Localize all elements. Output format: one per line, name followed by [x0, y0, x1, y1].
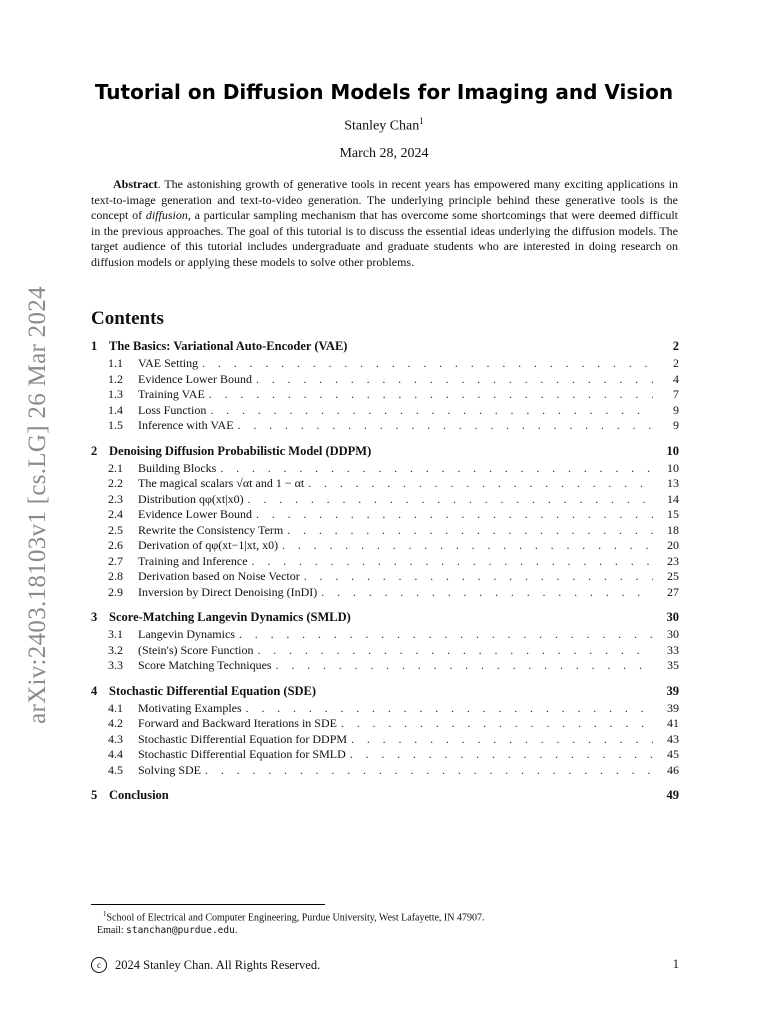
- footnote-affiliation-line: [103, 908, 484, 925]
- toc-subsection-row[interactable]: [91, 569, 679, 585]
- email-link[interactable]: stanchan@purdue.edu: [126, 924, 235, 936]
- toc-subsection-title[interactable]: Derivation based on Noise Vector: [138, 569, 300, 583]
- toc-section-page[interactable]: 39: [666, 683, 679, 698]
- toc-subsection-page[interactable]: 2: [673, 356, 679, 370]
- footnote-affiliation: School of Electrical and Computer Engineering, Purdue University, West Lafayette, IN 47907.: [106, 912, 485, 924]
- toc-leader-dots: [238, 418, 653, 433]
- toc-section-number: 5: [91, 788, 98, 802]
- toc-subsection-page[interactable]: 4: [673, 371, 679, 386]
- toc-subsection-title[interactable]: Langevin Dynamics: [138, 627, 235, 641]
- toc-leader-dots: [321, 585, 653, 600]
- toc-section-number: 4: [91, 683, 98, 698]
- footnote-email-line: [97, 925, 484, 938]
- toc-section-gap: [91, 434, 679, 444]
- toc-subsection-row[interactable]: [91, 701, 679, 717]
- toc-leader-dots: [220, 461, 653, 476]
- toc-subsection-row[interactable]: [91, 372, 679, 388]
- toc-subsection-row[interactable]: [91, 538, 679, 554]
- toc-subsection-title[interactable]: Loss Function: [138, 402, 207, 417]
- copyright-icon: c: [91, 957, 107, 973]
- toc-section-page[interactable]: 49: [666, 788, 679, 802]
- toc-subsection-page[interactable]: 39: [667, 700, 679, 715]
- toc-subsection-number: 2.4: [108, 507, 123, 521]
- toc-subsection-number: 2.6: [108, 538, 123, 552]
- toc-subsection-title[interactable]: Inversion by Direct Denoising (InDI): [138, 584, 318, 599]
- toc-subsection-number: 4.5: [108, 762, 123, 777]
- toc-subsection-page[interactable]: 43: [667, 731, 679, 746]
- toc-leader-dots: [351, 732, 653, 747]
- toc-subsection-row[interactable]: [91, 403, 679, 419]
- contents-heading: Contents: [91, 308, 164, 329]
- toc-subsection-title[interactable]: Distribution qφ(xt|x0): [138, 491, 244, 506]
- toc-subsection-row[interactable]: [91, 554, 679, 570]
- toc-subsection-row[interactable]: [91, 461, 679, 477]
- toc-section-row[interactable]: [91, 610, 679, 627]
- toc-leader-dots: [202, 356, 653, 371]
- toc-subsection-number: 2.1: [108, 460, 123, 475]
- toc-leader-dots: [239, 627, 653, 642]
- toc-subsection-row[interactable]: [91, 716, 679, 732]
- toc-subsection-page[interactable]: 45: [667, 747, 679, 761]
- toc-section-title[interactable]: Denoising Diffusion Probabilistic Model (DDPM): [109, 443, 372, 458]
- toc-subsection-number: 3.2: [108, 642, 123, 657]
- toc-subsection-number: 3.3: [108, 658, 123, 672]
- toc-subsection-title[interactable]: Evidence Lower Bound: [138, 507, 252, 521]
- toc-subsection-number: 1.2: [108, 371, 123, 386]
- toc-subsection-title[interactable]: Forward and Backward Iterations in SDE: [138, 716, 337, 730]
- toc-subsection-page[interactable]: 20: [667, 538, 679, 552]
- email-suffix: .: [234, 924, 238, 936]
- toc-section-row[interactable]: [91, 339, 679, 356]
- toc-subsection-page[interactable]: 15: [667, 507, 679, 521]
- toc-subsection-page[interactable]: 9: [673, 418, 679, 432]
- toc-subsection-title[interactable]: Motivating Examples: [138, 700, 242, 715]
- toc-subsection-title[interactable]: VAE Setting: [138, 356, 199, 370]
- toc-subsection-title[interactable]: Rewrite the Consistency Term: [138, 522, 284, 537]
- toc-subsection-title[interactable]: Score Matching Techniques: [138, 658, 272, 672]
- toc-leader-dots: [248, 492, 653, 507]
- toc-subsection-page[interactable]: 18: [667, 522, 679, 537]
- page-number: 1: [672, 957, 679, 971]
- footer-copyright: [91, 957, 320, 973]
- footnote-marker[interactable]: 1: [419, 116, 424, 126]
- toc-subsection-page[interactable]: 41: [667, 716, 679, 730]
- author-line: [0, 116, 768, 135]
- toc-subsection-title[interactable]: Evidence Lower Bound: [138, 371, 252, 386]
- toc-section-gap: [91, 600, 679, 610]
- toc-subsection-row[interactable]: [91, 732, 679, 748]
- toc-subsection-number: 1.4: [108, 402, 123, 417]
- toc-leader-dots: [308, 476, 653, 491]
- toc-subsection-row[interactable]: [91, 627, 679, 643]
- footnote: [97, 908, 485, 937]
- abstract-emphasis: diffusion: [145, 208, 188, 222]
- toc-subsection-number: 4.2: [108, 716, 123, 730]
- toc-section-number: 3: [91, 610, 98, 624]
- toc-leader-dots: [205, 763, 653, 778]
- abstract-text-after: , a particular sampling mechanism that has overcome some shortcomings that were deemed difficult in the previous approaches. The goal of this tutorial is to discuss the essential ideas underlying the diffusion models. The target audience of this tutorial includes undergraduate and graduate students who are interested in doing research on diffusion models or applying these models to solve other problems.: [91, 208, 678, 269]
- toc-subsection-row[interactable]: [91, 418, 679, 434]
- toc-subsection-title[interactable]: (Stein's) Score Function: [138, 642, 254, 657]
- toc-section-title[interactable]: Score-Matching Langevin Dynamics (SMLD): [109, 610, 351, 624]
- toc-subsection-title[interactable]: Building Blocks: [138, 460, 217, 475]
- toc-section-title[interactable]: Conclusion: [109, 788, 169, 802]
- footnote-number: 1: [103, 910, 107, 918]
- toc-subsection-page[interactable]: 14: [667, 491, 679, 506]
- toc-subsection-row[interactable]: [91, 747, 679, 763]
- toc-subsection-page[interactable]: 9: [673, 402, 679, 417]
- email-label: Email:: [97, 924, 127, 936]
- toc-leader-dots: [350, 747, 653, 762]
- toc-leader-dots: [256, 372, 653, 387]
- toc-subsection-row[interactable]: [91, 476, 679, 492]
- toc-subsection-page[interactable]: 30: [667, 627, 679, 641]
- toc-section-page[interactable]: 10: [666, 443, 679, 458]
- arxiv-id[interactable]: arXiv:2403.18103v1 [cs.LG] 26 Mar 2024: [24, 286, 51, 724]
- toc-subsection-row[interactable]: [91, 763, 679, 779]
- paper-title: Tutorial on Diffusion Models for Imaging and Vision: [94, 80, 674, 104]
- toc-subsection-row[interactable]: [91, 507, 679, 523]
- toc-subsection-page[interactable]: 35: [667, 658, 679, 672]
- copyright-text: 2024 Stanley Chan. All Rights Reserved.: [115, 957, 321, 972]
- toc-subsection-row[interactable]: [91, 585, 679, 601]
- toc-leader-dots: [276, 658, 653, 673]
- toc-leader-dots: [246, 701, 653, 716]
- toc-subsection-number: 2.2: [108, 476, 123, 490]
- toc-leader-dots: [210, 403, 653, 418]
- toc-subsection-number: 1.1: [108, 356, 123, 370]
- toc-section-gap: [91, 674, 679, 684]
- toc-subsection-row[interactable]: [91, 387, 679, 403]
- toc-leader-dots: [209, 387, 653, 402]
- toc-section-number: 1: [91, 339, 98, 353]
- toc-section-row[interactable]: [91, 684, 679, 701]
- toc-subsection-title[interactable]: Training VAE: [138, 387, 205, 401]
- toc-subsection-title[interactable]: Stochastic Differential Equation for SMLD: [138, 747, 346, 761]
- toc-subsection-page[interactable]: 23: [667, 553, 679, 568]
- toc-section-row[interactable]: [91, 444, 679, 461]
- toc-subsection-number: 4.1: [108, 700, 123, 715]
- toc-subsection-title[interactable]: Derivation of qφ(xt−1|xt, x0): [138, 538, 279, 552]
- abstract: [91, 177, 678, 270]
- toc-subsection-number: 2.7: [108, 553, 123, 568]
- toc-subsection-title[interactable]: Solving SDE: [138, 762, 202, 777]
- toc-section-title[interactable]: The Basics: Variational Auto-Encoder (VAE): [109, 339, 348, 353]
- toc-subsection-title[interactable]: The magical scalars √αt and 1 − αt: [138, 476, 305, 490]
- toc-subsection-number: 2.3: [108, 491, 123, 506]
- toc-section-number: 2: [91, 443, 98, 458]
- toc-subsection-page[interactable]: 25: [667, 569, 679, 583]
- toc-subsection-page[interactable]: 10: [667, 460, 679, 475]
- toc-leader-dots: [252, 554, 653, 569]
- toc-subsection-row[interactable]: [91, 492, 679, 508]
- abstract-text-before: . The astonishing growth of generative tools in recent years has empowered many exciting applications in text-to-image generation and text-to-video generation. The underlying principle behind these generative tools is the concept of: [91, 177, 678, 222]
- abstract-label: Abstract: [113, 177, 158, 191]
- toc-subsection-title[interactable]: Inference with VAE: [138, 418, 234, 432]
- toc-subsection-number: 2.5: [108, 522, 123, 537]
- author-name: Stanley Chan: [344, 118, 420, 134]
- footnote-rule: [91, 904, 325, 905]
- toc-subsection-number: 2.9: [108, 584, 123, 599]
- toc-subsection-number: 1.5: [108, 418, 123, 432]
- toc-subsection-number: 1.3: [108, 387, 123, 401]
- table-of-contents: [91, 339, 679, 805]
- toc-subsection-row[interactable]: [91, 643, 679, 659]
- arxiv-stamp: [18, 270, 58, 740]
- toc-subsection-page[interactable]: 27: [667, 584, 679, 599]
- toc-subsection-row[interactable]: [91, 523, 679, 539]
- paper-date: March 28, 2024: [339, 146, 429, 161]
- toc-section-title[interactable]: Stochastic Differential Equation (SDE): [109, 683, 317, 698]
- toc-subsection-title[interactable]: Training and Inference: [138, 553, 248, 568]
- toc-leader-dots: [341, 716, 653, 731]
- toc-subsection-row[interactable]: [91, 356, 679, 372]
- toc-section-row[interactable]: [91, 788, 679, 805]
- toc-subsection-number: 4.3: [108, 731, 123, 746]
- toc-leader-dots: [304, 569, 653, 584]
- toc-leader-dots: [257, 643, 653, 658]
- toc-subsection-title[interactable]: Stochastic Differential Equation for DDPM: [138, 731, 348, 746]
- toc-subsection-number: 2.8: [108, 569, 123, 583]
- toc-subsection-number: 3.1: [108, 627, 123, 641]
- toc-subsection-page[interactable]: 33: [667, 642, 679, 657]
- toc-subsection-page[interactable]: 46: [667, 762, 679, 777]
- toc-subsection-page[interactable]: 7: [673, 387, 679, 401]
- toc-subsection-number: 4.4: [108, 747, 123, 761]
- toc-subsection-row[interactable]: [91, 658, 679, 674]
- toc-subsection-page[interactable]: 13: [667, 476, 679, 490]
- toc-section-page[interactable]: 30: [666, 610, 679, 624]
- toc-section-gap: [91, 778, 679, 788]
- toc-leader-dots: [256, 507, 653, 522]
- toc-section-page[interactable]: 2: [672, 339, 679, 353]
- toc-leader-dots: [282, 538, 653, 553]
- toc-leader-dots: [287, 523, 653, 538]
